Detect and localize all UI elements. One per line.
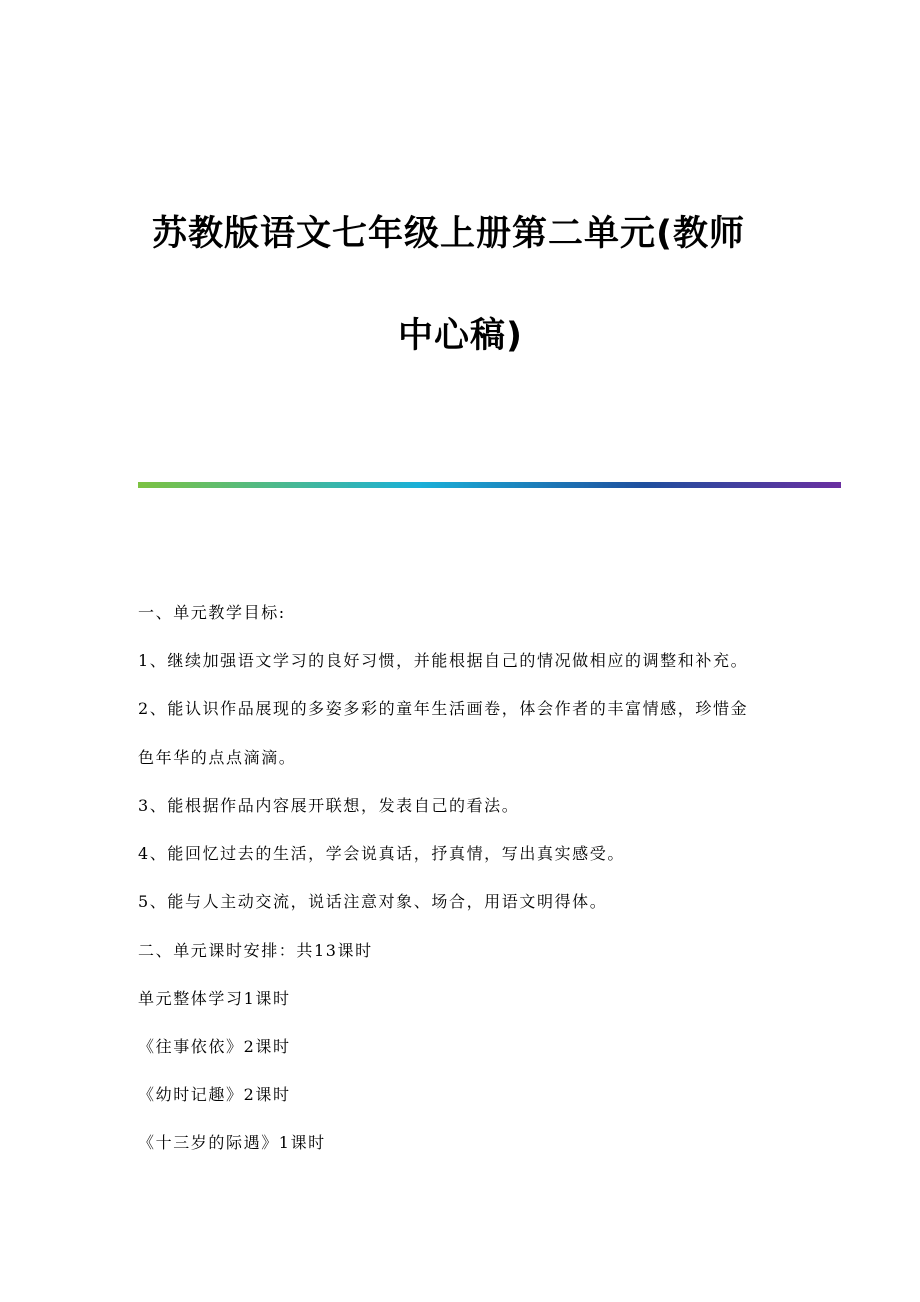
goal-item-1: 1、继续加强语文学习的良好习惯，并能根据自己的情况做相应的调整和补充。 (138, 651, 749, 670)
title-line-1: 苏教版语文七年级上册第二单元(教师 (152, 214, 745, 254)
schedule-item: 《幼时记趣》2课时 (138, 1085, 291, 1104)
goal-item-3: 3、能根据作品内容展开联想，发表自己的看法。 (138, 796, 520, 815)
title-line-2: 中心稿) (398, 316, 523, 356)
section-heading-goals: 一、单元教学目标: (138, 603, 286, 622)
goal-item-4: 4、能回忆过去的生活，学会说真话，抒真情，写出真实感受。 (138, 844, 625, 863)
schedule-item: 《往事依依》2课时 (138, 1037, 291, 1056)
schedule-item: 《十三岁的际遇》1课时 (138, 1133, 326, 1152)
goal-item-2-continued: 色年华的点点滴滴。 (138, 748, 297, 767)
goal-item-5: 5、能与人主动交流，说话注意对象、场合，用语文明得体。 (138, 892, 608, 911)
section-heading-schedule: 二、单元课时安排：共13课时 (138, 941, 373, 960)
goal-item-2: 2、能认识作品展现的多姿多彩的童年生活画卷，体会作者的丰富情感，珍惜金 (138, 699, 749, 718)
schedule-item: 单元整体学习1课时 (138, 989, 291, 1008)
gradient-divider (138, 482, 841, 488)
